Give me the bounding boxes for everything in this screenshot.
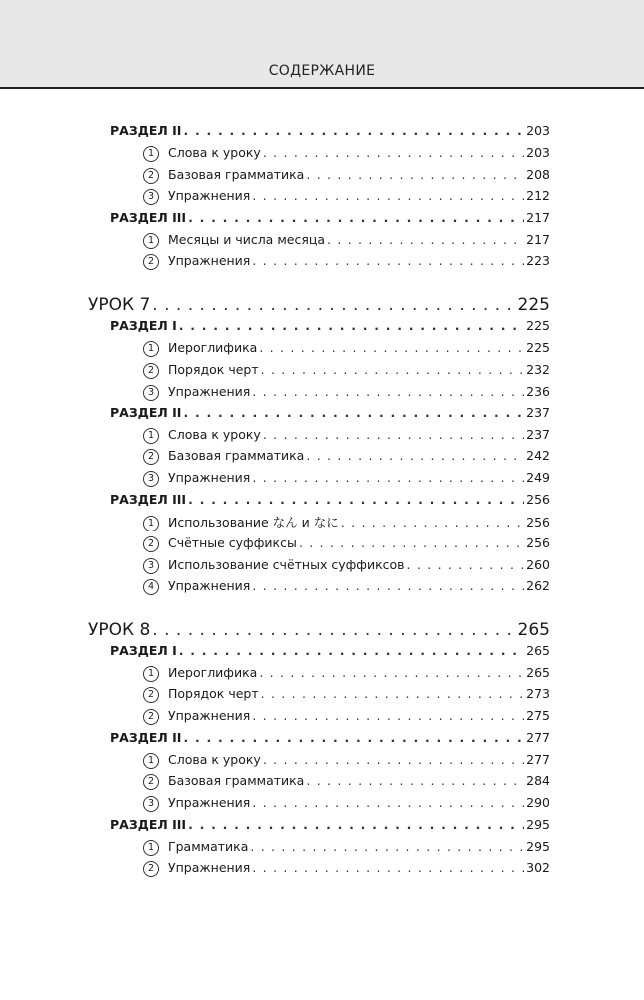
toc-entry-label [143,860,250,878]
toc-entry-label [143,708,250,726]
toc-entry-label [110,123,181,138]
toc-entry-label [143,167,304,185]
toc-entry-label [110,405,181,420]
dot-leader [252,384,524,399]
dot-leader [183,405,524,420]
page-number: 225 [517,295,550,315]
toc-item-row[interactable] [143,384,550,402]
toc-entry-label [110,817,186,832]
page-number: 277 [526,730,550,745]
circled-number-icon: 4 [143,579,159,595]
page-number: 212 [526,188,550,203]
circled-number-icon: 1 [143,233,159,249]
page-number: 260 [526,557,550,572]
toc-entry-label [143,427,261,445]
toc-entry-text: Использование счётных суффиксов [168,557,405,572]
page-number: 208 [526,167,550,182]
page-number: 237 [526,405,550,420]
toc-item-row[interactable] [143,773,550,791]
toc-entry-text: РАЗДЕЛ II [110,405,182,420]
dot-leader [152,620,515,640]
toc-entry-label [143,145,261,163]
toc-entry-text: РАЗДЕЛ III [110,817,187,832]
toc-entry-label [143,686,259,704]
toc-section-row[interactable] [110,123,550,141]
toc-entry-text: Базовая грамматика [168,773,305,788]
toc-entry-label [143,773,304,791]
dot-leader [252,578,524,593]
dot-leader [306,167,524,182]
circled-number-icon: 1 [143,146,159,162]
toc-item-row[interactable] [143,860,550,878]
toc-item-row[interactable] [143,752,550,770]
dot-leader [252,253,524,268]
toc-item-row[interactable] [143,557,550,575]
dot-leader [252,795,524,810]
toc-item-row[interactable] [143,535,550,553]
page-number: 242 [526,448,550,463]
toc-item-row[interactable] [143,686,550,704]
page-number: 236 [526,384,550,399]
toc-entry-text: Базовая грамматика [168,448,305,463]
dot-leader [263,752,524,767]
page-number: 295 [526,839,550,854]
circled-number-icon: 1 [143,666,159,682]
toc-entry-label [143,448,304,466]
toc-item-row[interactable] [143,448,550,466]
toc-entry-label [143,384,250,402]
circled-number-icon: 1 [143,753,159,769]
circled-number-icon: 1 [143,428,159,444]
toc-item-row[interactable] [143,167,550,185]
dot-leader [250,839,524,854]
dot-leader [252,708,524,723]
page-number: 290 [526,795,550,810]
toc-section-row[interactable] [110,817,550,835]
dot-leader [252,860,524,875]
toc-item-row[interactable] [143,665,550,683]
dot-leader [327,232,524,247]
dot-leader [261,362,525,377]
page-number: 262 [526,578,550,593]
toc-lesson-row[interactable] [88,620,550,642]
circled-number-icon: 2 [143,709,159,725]
page-number: 265 [526,643,550,658]
toc-entry-text: Упражнения [168,253,251,268]
toc-entry-text: Порядок черт [168,686,259,701]
toc-item-row[interactable] [143,427,550,445]
toc-entry-label [143,470,250,488]
circled-number-icon: 2 [143,168,159,184]
page-number: 217 [526,232,550,247]
toc-entry-text: Упражнения [168,470,251,485]
dot-leader [179,318,524,333]
toc-section-row[interactable] [110,492,550,510]
toc-entry-text: Иероглифика [168,340,258,355]
dot-leader [188,492,524,507]
toc-entry-text: Слова к уроку [168,752,261,767]
toc-entry-text: Упражнения [168,188,251,203]
toc-item-row[interactable] [143,513,550,531]
page-title: СОДЕРЖАНИЕ [268,63,376,79]
page-number: 277 [526,752,550,767]
toc-entry-text: Грамматика [168,839,249,854]
toc-item-row[interactable] [143,232,550,250]
circled-number-icon: 1 [143,840,159,856]
toc-entry-label [143,362,259,380]
toc-section-row[interactable] [110,318,550,336]
toc-entry-text: Слова к уроку [168,427,261,442]
circled-number-icon: 2 [143,536,159,552]
toc-lesson-row[interactable] [88,295,550,317]
circled-number-icon: 2 [143,687,159,703]
toc-entry-text: УРОК 7 [88,295,151,315]
toc-item-row[interactable] [143,839,550,857]
dot-leader [188,210,524,225]
toc-item-row[interactable] [143,708,550,726]
page-number: 232 [526,362,550,377]
circled-number-icon: 2 [143,449,159,465]
toc-entry-label [88,295,150,315]
circled-number-icon: 3 [143,385,159,401]
toc-entry-text: Иероглифика [168,665,258,680]
dot-leader [179,643,524,658]
toc-entry-text: Упражнения [168,795,251,810]
toc-entry-text: Порядок черт [168,362,259,377]
toc-entry-text: Упражнения [168,384,251,399]
toc-entry-label [110,318,177,333]
page-number: 225 [526,318,550,333]
toc-entry-label [110,210,186,225]
toc-entry-text: Упражнения [168,860,251,875]
circled-number-icon: 3 [143,189,159,205]
toc-entry-label [143,513,339,531]
toc-entry-label [143,253,250,271]
toc-entry-text: Упражнения [168,578,251,593]
circled-number-icon: 2 [143,774,159,790]
toc-entry-text: РАЗДЕЛ I [110,318,177,333]
dot-leader [183,123,524,138]
page-number: 273 [526,686,550,701]
page-number: 225 [526,340,550,355]
toc-item-row[interactable] [143,188,550,206]
dot-leader [152,295,515,315]
circled-number-icon: 3 [143,558,159,574]
toc-entry-label [143,665,257,683]
dot-leader [183,730,524,745]
toc-entry-label [143,795,250,813]
dot-leader [263,427,524,442]
page-number: 284 [526,773,550,788]
toc-entry-label [143,578,250,596]
circled-number-icon: 1 [143,341,159,357]
toc-item-row[interactable] [143,470,550,488]
toc-section-row[interactable] [110,730,550,748]
toc-entry-label [143,752,261,770]
toc-entry-text: Упражнения [168,708,251,723]
page-header [0,0,644,89]
page-number: 302 [526,860,550,875]
toc-entry-label [143,535,297,553]
toc-item-row[interactable] [143,795,550,813]
toc-item-row[interactable] [143,362,550,380]
toc-entry-text: РАЗДЕЛ II [110,123,182,138]
dot-leader [252,188,524,203]
dot-leader [259,665,524,680]
toc-entry-label [88,620,150,640]
toc-entry-label [143,557,405,575]
toc-entry-label [110,643,177,658]
toc-entry-text: РАЗДЕЛ II [110,730,182,745]
circled-number-icon: 3 [143,796,159,812]
toc-item-row[interactable] [143,340,550,358]
toc-entry-text: Счётные суффиксы [168,535,297,550]
page-number: 237 [526,427,550,442]
toc-entry-label [143,188,250,206]
dot-leader [261,686,525,701]
page-number: 217 [526,210,550,225]
dot-leader [407,557,525,572]
page-number: 249 [526,470,550,485]
dot-leader [299,535,524,550]
circled-number-icon: 3 [143,471,159,487]
page-number: 203 [526,145,550,160]
toc-entry-text: Слова к уроку [168,145,261,160]
circled-number-icon: 2 [143,861,159,877]
toc-section-row[interactable] [110,210,550,228]
toc-item-row[interactable] [143,145,550,163]
dot-leader [252,470,524,485]
dot-leader [306,773,524,788]
page-number: 256 [526,515,550,530]
toc-section-row[interactable] [110,405,550,423]
toc-entry-label [143,340,257,358]
circled-number-icon: 1 [143,516,159,531]
toc-entry-text: РАЗДЕЛ III [110,210,187,225]
circled-number-icon: 2 [143,254,159,270]
page-number: 256 [526,492,550,507]
toc-item-row[interactable] [143,253,550,271]
circled-number-icon: 2 [143,363,159,379]
page-number: 265 [526,665,550,680]
toc-entry-label [110,730,181,745]
page-number: 203 [526,123,550,138]
page-number: 223 [526,253,550,268]
dot-leader [306,448,524,463]
dot-leader [263,145,524,160]
toc-entry-text: Базовая грамматика [168,167,305,182]
toc-entry-text: РАЗДЕЛ III [110,492,187,507]
page-number: 275 [526,708,550,723]
toc-entry-text: Месяцы и числа месяца [168,232,326,247]
toc-entry-label [143,839,248,857]
dot-leader [188,817,524,832]
toc-item-row[interactable] [143,578,550,596]
dot-leader [341,515,524,530]
toc-entry-text: РАЗДЕЛ I [110,643,177,658]
toc-entry-label [143,232,325,250]
toc-section-row[interactable] [110,643,550,661]
page-number: 295 [526,817,550,832]
toc-entry-text: УРОК 8 [88,620,151,640]
toc-entry-label [110,492,186,507]
dot-leader [259,340,524,355]
page-number: 265 [517,620,550,640]
page-number: 256 [526,535,550,550]
toc-entry-text: Использование なん и なに [168,515,339,530]
